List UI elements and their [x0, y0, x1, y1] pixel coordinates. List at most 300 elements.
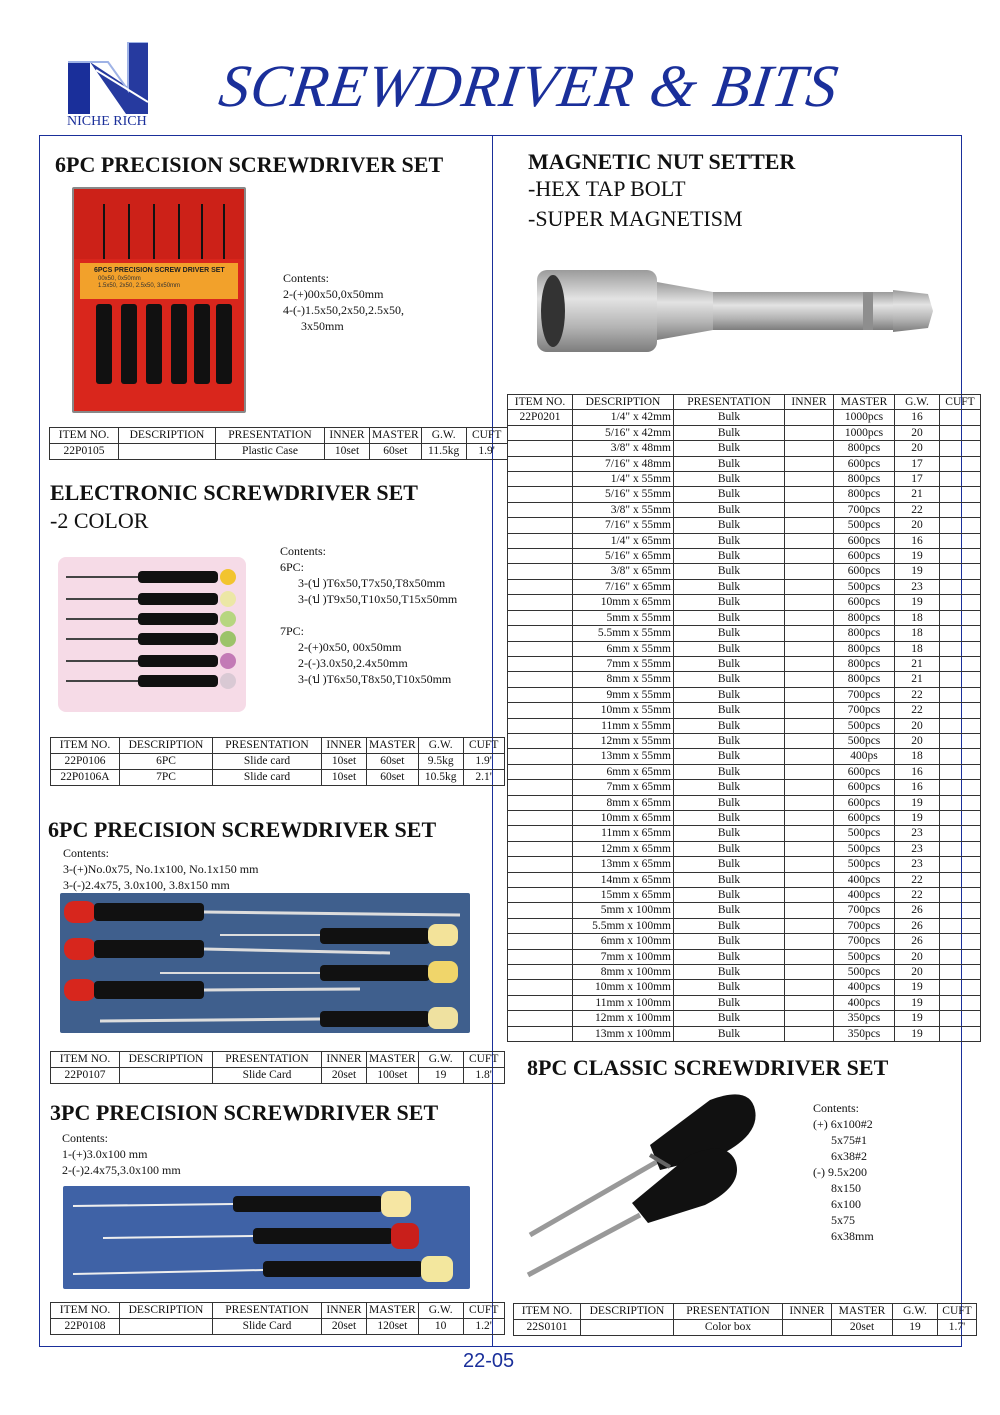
- table-cell: [785, 980, 834, 995]
- table-row: [508, 918, 981, 933]
- table-cell: [508, 564, 573, 579]
- table-row: [508, 564, 981, 579]
- contents-text: Contents: 3-(+)No.0x75, No.1x100, No.1x150 mm 3-(-)2.4x75, 3.0x100, 3.8x150 mm: [63, 846, 259, 892]
- table-row: [508, 995, 981, 1010]
- table-cell: Bulk: [674, 841, 785, 856]
- table-header-cell: PRESENTATION: [213, 1052, 322, 1068]
- section-heading: 8PC CLASSIC SCREWDRIVER SET: [527, 1055, 889, 1080]
- table-cell: 3/8" x 65mm: [573, 564, 674, 579]
- table-cell: [785, 672, 834, 687]
- table-cell: Bulk: [674, 441, 785, 456]
- table-row: [50, 444, 508, 460]
- table-cell: [508, 579, 573, 594]
- table-row: [51, 770, 505, 786]
- table-cell: 1000pcs: [834, 425, 895, 440]
- table-cell: 1.9': [463, 754, 504, 770]
- table-cell: [940, 456, 981, 471]
- table-cell: Bulk: [674, 934, 785, 949]
- table-cell: Bulk: [674, 949, 785, 964]
- table-cell: [940, 656, 981, 671]
- table-cell: [785, 656, 834, 671]
- table-cell: [508, 549, 573, 564]
- table-cell: 8mm x 100mm: [573, 965, 674, 980]
- table-cell: Bulk: [674, 995, 785, 1010]
- table-cell: 26: [895, 934, 940, 949]
- table-row: [508, 687, 981, 702]
- table-cell: [940, 579, 981, 594]
- table-header-cell: INNER: [783, 1304, 832, 1320]
- table-row: [508, 410, 981, 425]
- table-cell: 5/16" x 65mm: [573, 549, 674, 564]
- table-cell: [785, 610, 834, 625]
- table-cell: [508, 472, 573, 487]
- table-cell: 10mm x 65mm: [573, 595, 674, 610]
- table-cell: 21: [895, 656, 940, 671]
- table-header-cell: ITEM NO.: [51, 738, 120, 754]
- table-cell: [508, 687, 573, 702]
- table-cell: Bulk: [674, 518, 785, 533]
- table-cell: [508, 995, 573, 1010]
- table-row: [508, 549, 981, 564]
- table-cell: 8mm x 55mm: [573, 672, 674, 687]
- table-cell: 600pcs: [834, 764, 895, 779]
- product-photo-3pc-set: [63, 1186, 470, 1289]
- table-cell: [785, 780, 834, 795]
- table-cell: [508, 518, 573, 533]
- table-cell: 6PC: [120, 754, 213, 770]
- table-cell: 10set: [325, 444, 370, 460]
- table-row: [508, 949, 981, 964]
- product-photo-electronic-set: [58, 557, 246, 712]
- table-cell: 400ps: [834, 749, 895, 764]
- table-cell: [785, 995, 834, 1010]
- table-cell: [785, 518, 834, 533]
- table-cell: 400pcs: [834, 888, 895, 903]
- table-header-cell: ITEM NO.: [50, 428, 119, 444]
- table-cell: Bulk: [674, 1011, 785, 1026]
- table-header-cell: CUFT: [463, 1052, 504, 1068]
- table-header-row: [508, 395, 981, 410]
- table-cell: 400pcs: [834, 995, 895, 1010]
- table-cell: 6mm x 55mm: [573, 641, 674, 656]
- table-row: [508, 810, 981, 825]
- table-row: [508, 672, 981, 687]
- logo-text: NICHE RICH: [67, 114, 147, 129]
- table-cell: Bulk: [674, 502, 785, 517]
- section-subheading: -SUPER MAGNETISM: [528, 206, 743, 231]
- table-cell: 19: [893, 1320, 938, 1336]
- table-cell: [940, 1011, 981, 1026]
- table-cell: Slide Card: [213, 1068, 322, 1084]
- table-cell: Bulk: [674, 672, 785, 687]
- table-row: [514, 1320, 977, 1336]
- table-cell: [940, 425, 981, 440]
- table-cell: 13mm x 100mm: [573, 1026, 674, 1041]
- screwdrivers-icon: [60, 893, 470, 1033]
- table-header-cell: CUFT: [940, 395, 981, 410]
- table-cell: 700pcs: [834, 934, 895, 949]
- table-cell: 60set: [367, 770, 419, 786]
- table-cell: [508, 980, 573, 995]
- table-cell: [940, 872, 981, 887]
- section-heading: ELECTRONIC SCREWDRIVER SET: [50, 480, 418, 505]
- table-cell: [785, 965, 834, 980]
- screwdrivers-icon: [63, 1186, 470, 1289]
- table-cell: [940, 965, 981, 980]
- table-cell: 19: [895, 810, 940, 825]
- table-cell: Bulk: [674, 549, 785, 564]
- table-cell: 10: [418, 1319, 463, 1335]
- table-cell: 9.5kg: [418, 754, 463, 770]
- table-cell: 18: [895, 641, 940, 656]
- table-cell: 19: [895, 795, 940, 810]
- table-cell: 5.5mm x 100mm: [573, 918, 674, 933]
- table-cell: 26: [895, 918, 940, 933]
- table-cell: 3/8" x 55mm: [573, 502, 674, 517]
- product-photo-classic-set: [520, 1085, 770, 1285]
- table-cell: 23: [895, 841, 940, 856]
- table-row: [508, 487, 981, 502]
- table-cell: [940, 841, 981, 856]
- table-header-cell: CUFT: [466, 428, 507, 444]
- table-row: [508, 764, 981, 779]
- table-cell: Bulk: [674, 626, 785, 641]
- table-cell: [940, 888, 981, 903]
- table-header-cell: MASTER: [832, 1304, 893, 1320]
- table-row: [508, 780, 981, 795]
- table-header-row: [51, 1052, 505, 1068]
- table-cell: [508, 764, 573, 779]
- spec-table: [49, 427, 508, 460]
- table-cell: 20: [895, 441, 940, 456]
- table-cell: 500pcs: [834, 857, 895, 872]
- table-cell: 600pcs: [834, 780, 895, 795]
- table-cell: [940, 949, 981, 964]
- table-cell: Bulk: [674, 749, 785, 764]
- table-cell: 22P0106: [51, 754, 120, 770]
- table-row: [508, 595, 981, 610]
- table-cell: Color box: [674, 1320, 783, 1336]
- table-row: [508, 425, 981, 440]
- table-cell: 19: [895, 980, 940, 995]
- table-cell: 6mm x 100mm: [573, 934, 674, 949]
- table-cell: [785, 872, 834, 887]
- table-row: [508, 610, 981, 625]
- table-cell: 500pcs: [834, 718, 895, 733]
- table-cell: 10.5kg: [418, 770, 463, 786]
- table-header-cell: ITEM NO.: [514, 1304, 581, 1320]
- table-cell: 20: [895, 965, 940, 980]
- table-cell: [940, 903, 981, 918]
- table-cell: 19: [895, 549, 940, 564]
- table-cell: [785, 1026, 834, 1041]
- table-header-cell: PRESENTATION: [213, 1303, 322, 1319]
- table-cell: [508, 872, 573, 887]
- table-header-cell: MASTER: [367, 1303, 419, 1319]
- table-cell: 21: [895, 672, 940, 687]
- table-cell: 16: [895, 764, 940, 779]
- table-cell: 400pcs: [834, 980, 895, 995]
- table-cell: [940, 626, 981, 641]
- table-cell: 22: [895, 872, 940, 887]
- table-cell: Bulk: [674, 533, 785, 548]
- table-cell: [508, 780, 573, 795]
- table-cell: 60set: [370, 444, 422, 460]
- table-cell: Bulk: [674, 780, 785, 795]
- table-header-cell: G.W.: [893, 1304, 938, 1320]
- table-cell: [785, 810, 834, 825]
- table-cell: 20set: [322, 1319, 367, 1335]
- table-cell: 19: [895, 564, 940, 579]
- table-cell: [785, 687, 834, 702]
- table-cell: 100set: [367, 1068, 419, 1084]
- spec-table: [50, 737, 505, 786]
- table-header-cell: DESCRIPTION: [573, 395, 674, 410]
- table-cell: 11mm x 100mm: [573, 995, 674, 1010]
- table-cell: [940, 441, 981, 456]
- table-cell: [119, 444, 216, 460]
- table-row: [508, 872, 981, 887]
- table-cell: Bulk: [674, 703, 785, 718]
- table-cell: 11mm x 65mm: [573, 826, 674, 841]
- table-cell: [783, 1320, 832, 1336]
- table-cell: [940, 410, 981, 425]
- table-cell: 800pcs: [834, 672, 895, 687]
- table-cell: [508, 934, 573, 949]
- table-cell: [785, 841, 834, 856]
- table-row: [508, 441, 981, 456]
- table-cell: 800pcs: [834, 441, 895, 456]
- contents-text: Contents: 6PC: 3-(ป )T6x50,T7x50,T8x50mm 3-(ป )T9x50,T10x50,T15x50mm 7PC: 2-(+)0x50, 00x50mm 2-(-)3.0x50,2.4x50mm 3-(ป )T6x50,T8x50,T10x50mm: [280, 544, 458, 686]
- table-cell: Bulk: [674, 610, 785, 625]
- table-cell: 14mm x 65mm: [573, 872, 674, 887]
- table-cell: [940, 518, 981, 533]
- table-cell: [508, 888, 573, 903]
- table-cell: Bulk: [674, 472, 785, 487]
- table-cell: 22P0107: [51, 1068, 120, 1084]
- table-cell: 700pcs: [834, 918, 895, 933]
- table-cell: 800pcs: [834, 472, 895, 487]
- table-cell: 1.9': [466, 444, 507, 460]
- table-cell: 5mm x 55mm: [573, 610, 674, 625]
- table-row: [508, 518, 981, 533]
- table-cell: Bulk: [674, 410, 785, 425]
- table-cell: [508, 718, 573, 733]
- table-cell: [940, 795, 981, 810]
- spec-table: [50, 1051, 505, 1084]
- table-header-cell: ITEM NO.: [51, 1052, 120, 1068]
- table-cell: 12mm x 65mm: [573, 841, 674, 856]
- table-cell: [508, 441, 573, 456]
- table-row: [508, 641, 981, 656]
- table-cell: 7/16" x 65mm: [573, 579, 674, 594]
- table-cell: Bulk: [674, 456, 785, 471]
- table-cell: [940, 857, 981, 872]
- table-cell: [581, 1320, 674, 1336]
- table-cell: Slide Card: [213, 1319, 322, 1335]
- table-header-cell: PRESENTATION: [216, 428, 325, 444]
- table-cell: 12mm x 100mm: [573, 1011, 674, 1026]
- table-cell: [940, 810, 981, 825]
- table-cell: 20set: [832, 1320, 893, 1336]
- table-row: [508, 533, 981, 548]
- table-cell: [508, 656, 573, 671]
- table-cell: [940, 718, 981, 733]
- table-cell: [508, 841, 573, 856]
- table-cell: [508, 918, 573, 933]
- table-cell: 20set: [322, 1068, 367, 1084]
- table-cell: [508, 965, 573, 980]
- table-header-cell: MASTER: [367, 738, 419, 754]
- table-cell: [785, 733, 834, 748]
- table-cell: [785, 549, 834, 564]
- table-cell: [508, 1011, 573, 1026]
- section-heading: 6PC PRECISION SCREWDRIVER SET: [48, 817, 437, 842]
- table-cell: 22: [895, 502, 940, 517]
- table-cell: [940, 995, 981, 1010]
- table-cell: Bulk: [674, 980, 785, 995]
- table-cell: [508, 425, 573, 440]
- table-cell: [940, 749, 981, 764]
- table-header-cell: MASTER: [367, 1052, 419, 1068]
- table-row: [508, 965, 981, 980]
- table-row: [51, 1068, 505, 1084]
- page-title: SCREWDRIVER & BITS: [215, 53, 843, 119]
- table-row: [508, 903, 981, 918]
- table-cell: [508, 903, 573, 918]
- table-cell: [940, 1026, 981, 1041]
- table-cell: 19: [418, 1068, 463, 1084]
- table-cell: [785, 903, 834, 918]
- table-cell: [785, 764, 834, 779]
- table-header-cell: DESCRIPTION: [120, 738, 213, 754]
- table-row: [508, 718, 981, 733]
- table-header-cell: MASTER: [834, 395, 895, 410]
- table-cell: Bulk: [674, 579, 785, 594]
- table-cell: 22P0108: [51, 1319, 120, 1335]
- table-cell: 22: [895, 687, 940, 702]
- table-cell: [508, 703, 573, 718]
- table-row: [508, 795, 981, 810]
- table-row: [508, 472, 981, 487]
- table-cell: [785, 1011, 834, 1026]
- table-header-cell: INNER: [785, 395, 834, 410]
- table-cell: [785, 857, 834, 872]
- table-cell: 500pcs: [834, 826, 895, 841]
- table-cell: 1.7': [938, 1320, 977, 1336]
- table-cell: Bulk: [674, 1026, 785, 1041]
- table-cell: 20: [895, 733, 940, 748]
- table-cell: [785, 595, 834, 610]
- table-header-cell: CUFT: [463, 738, 504, 754]
- table-header-cell: MASTER: [370, 428, 422, 444]
- table-row: [508, 826, 981, 841]
- table-cell: [785, 533, 834, 548]
- table-cell: [508, 1026, 573, 1041]
- table-row: [508, 841, 981, 856]
- table-header-cell: INNER: [322, 1303, 367, 1319]
- table-row: [508, 1026, 981, 1041]
- table-cell: Bulk: [674, 687, 785, 702]
- table-row: [51, 754, 505, 770]
- table-cell: 1/4" x 65mm: [573, 533, 674, 548]
- table-cell: [940, 595, 981, 610]
- table-cell: [508, 610, 573, 625]
- table-cell: [785, 564, 834, 579]
- table-cell: 10set: [322, 770, 367, 786]
- spec-table: [507, 394, 981, 1042]
- page-number: 22-05: [463, 1350, 515, 1372]
- table-cell: [785, 425, 834, 440]
- table-row: [508, 579, 981, 594]
- table-cell: 500pcs: [834, 518, 895, 533]
- product-photo-precision-set: [72, 187, 246, 413]
- table-cell: [508, 949, 573, 964]
- table-cell: 700pcs: [834, 903, 895, 918]
- logo-mark-icon: [68, 42, 148, 114]
- table-row: [508, 626, 981, 641]
- table-cell: [508, 857, 573, 872]
- table-cell: 17: [895, 472, 940, 487]
- table-row: [508, 502, 981, 517]
- table-cell: 15mm x 65mm: [573, 888, 674, 903]
- table-cell: [940, 703, 981, 718]
- table-header-cell: INNER: [325, 428, 370, 444]
- table-cell: 20: [895, 425, 940, 440]
- table-cell: 400pcs: [834, 872, 895, 887]
- table-cell: 16: [895, 780, 940, 795]
- table-cell: 22P0201: [508, 410, 573, 425]
- section-subheading: -2 COLOR: [50, 508, 149, 533]
- table-cell: [785, 626, 834, 641]
- table-cell: 700pcs: [834, 703, 895, 718]
- table-cell: 16: [895, 533, 940, 548]
- table-cell: 23: [895, 826, 940, 841]
- table-cell: 1.8': [463, 1068, 504, 1084]
- table-header-cell: PRESENTATION: [674, 395, 785, 410]
- table-cell: 500pcs: [834, 733, 895, 748]
- table-cell: 26: [895, 903, 940, 918]
- table-cell: [785, 502, 834, 517]
- table-row: [508, 888, 981, 903]
- contents-text: Contents: 2-(+)00x50,0x50mm 4-(-)1.5x50,2x50,2.5x50, 3x50mm: [283, 271, 404, 333]
- table-cell: [785, 795, 834, 810]
- table-cell: 19: [895, 595, 940, 610]
- nut-setter-photo: [533, 262, 938, 357]
- table-header-cell: DESCRIPTION: [581, 1304, 674, 1320]
- table-cell: 18: [895, 610, 940, 625]
- table-cell: [508, 826, 573, 841]
- table-cell: 13mm x 55mm: [573, 749, 674, 764]
- table-cell: [508, 595, 573, 610]
- table-cell: [940, 733, 981, 748]
- table-cell: [785, 641, 834, 656]
- table-row: [508, 934, 981, 949]
- table-cell: [785, 487, 834, 502]
- table-cell: 700pcs: [834, 502, 895, 517]
- table-row: [508, 1011, 981, 1026]
- table-cell: [508, 749, 573, 764]
- table-header-cell: G.W.: [895, 395, 940, 410]
- table-cell: Bulk: [674, 795, 785, 810]
- table-cell: [508, 672, 573, 687]
- table-cell: [508, 810, 573, 825]
- table-cell: [940, 502, 981, 517]
- table-cell: [940, 672, 981, 687]
- table-header-row: [514, 1304, 977, 1320]
- table-cell: [508, 626, 573, 641]
- table-cell: Slide card: [213, 754, 322, 770]
